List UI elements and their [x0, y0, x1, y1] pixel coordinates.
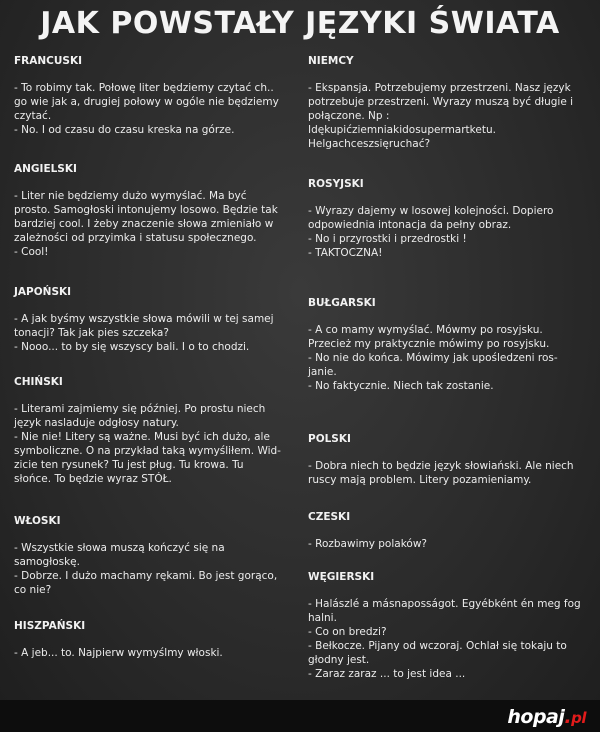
text-line: Przecież my praktycznie mówimy po rosyjsku. [308, 338, 550, 350]
section-text [308, 537, 590, 551]
text-line: - Liter nie będziemy dużo wymyślać. Ma być [14, 190, 247, 202]
section-czeski [308, 510, 590, 551]
section-title: FRANCUSKI [14, 55, 83, 67]
text-line: język nasladuje odgłosy natury. [14, 417, 179, 429]
text-line: potrzebuje przestrzeni. Wyrazy muszą być długie i [308, 96, 574, 108]
section-text [14, 81, 286, 137]
text-line: - Literami zajmiemy się później. Po prostu niech [14, 403, 266, 415]
text-line: - No i przyrostki i przedrostki ! [308, 233, 467, 245]
section-title: HISZPAŃSKI [14, 620, 86, 632]
section-text [308, 204, 590, 260]
section-title: ROSYJSKI [308, 178, 364, 190]
text-line: - Cool! [14, 246, 49, 258]
logo-main: hopaj [507, 706, 565, 728]
text-line: - Dobra niech to będzie język słowiański. Ale niech [308, 460, 574, 472]
section-wloski [14, 514, 286, 597]
section-polski [308, 432, 590, 487]
section-title: NIEMCY [308, 55, 354, 67]
section-title: JAPOŃSKI [14, 286, 72, 298]
section-text [14, 541, 286, 597]
section-title: WŁOSKI [14, 515, 61, 527]
text-line: - Rozbawimy polaków? [308, 538, 428, 550]
section-text [14, 189, 286, 259]
section-angielski [14, 162, 286, 259]
logo-tld: pl [571, 709, 586, 727]
text-line: - Nooo... to by się wszyscy bali. I o to chodzi. [14, 341, 250, 353]
text-line: ruscy mają problem. Litery pozamieniamy. [308, 474, 532, 486]
text-line: symboliczne. O na przykład taką wymyśliłem. Wid- [14, 445, 281, 457]
text-line: - Ekspansja. Potrzebujemy przestrzeni. Nasz język [308, 82, 571, 94]
text-line: prosto. Samogłoski intonujemy losowo. Będzie tak [14, 204, 278, 216]
text-line: - Dobrze. I dużo machamy rękami. Bo jest gorąco, [14, 570, 278, 582]
text-line: - Wszystkie słowa muszą kończyć się na [14, 542, 225, 554]
section-japonski [14, 285, 286, 354]
text-line: - A jeb... to. Najpierw wymyślmy włoski. [14, 647, 223, 659]
footer-bar [0, 700, 600, 732]
text-line: janie. [308, 366, 337, 378]
section-rosyjski [308, 177, 590, 260]
section-text [14, 646, 286, 660]
text-line: - No faktycznie. Niech tak zostanie. [308, 380, 494, 392]
page-title: JAK POWSTAŁY JĘZYKI ŚWIATA [40, 6, 560, 41]
section-title: BUŁGARSKI [308, 297, 376, 309]
text-line: - Bełkocze. Pijany od wczoraj. Ochlał się tokaju to [308, 640, 567, 652]
section-chinski [14, 375, 286, 486]
text-line: - Zaraz zaraz ... to jest idea ... [308, 668, 466, 680]
text-line: odpowiednia intonacja da pełny obraz. [308, 219, 512, 231]
text-line: - Nie nie! Litery są ważne. Musi być ich dużo, ale [14, 431, 270, 443]
hopaj-logo[interactable] [507, 706, 586, 728]
section-text [14, 402, 286, 486]
text-line: czytać. [14, 110, 52, 122]
text-line: Idękupićziemniakidosupermartketu. [308, 124, 496, 136]
text-line: - Co on bredzi? [308, 626, 387, 638]
section-title: CHIŃSKI [14, 376, 63, 388]
text-line: słońce. To będzie wyraz STÓŁ. [14, 473, 172, 485]
section-text [308, 323, 590, 393]
text-line: - Halászlé a másnaposságot. Egyébként én meg fog [308, 598, 581, 610]
text-line: samogłoskę. [14, 556, 80, 568]
text-line: zicie ten rysunek? Tu jest pług. Tu krowa. Tu [14, 459, 244, 471]
text-line: - To robimy tak. Połowę liter będziemy czytać ch.. [14, 82, 274, 94]
text-line: głodny jest. [308, 654, 370, 666]
text-line: - A co mamy wymyślać. Mówmy po rosyjsku. [308, 324, 543, 336]
text-line: bardziej cool. I żeby znaczenie słowa zmieniało w [14, 218, 274, 230]
text-line: - No. I od czasu do czasu kreska na górze. [14, 124, 235, 136]
text-line: zależności od przyimka i statusu społecznego. [14, 232, 257, 244]
section-hiszpanski [14, 619, 286, 660]
section-title: POLSKI [308, 433, 351, 445]
text-line: połączone. Np : [308, 110, 390, 122]
logo-dot: . [564, 706, 572, 728]
section-title: ANGIELSKI [14, 163, 77, 175]
section-wegierski [308, 570, 590, 681]
section-bulgarski [308, 296, 590, 393]
text-line: go wie jak a, drugiej połowy w ogóle nie będziemy [14, 96, 279, 108]
text-line: - TAKTOCZNA! [308, 247, 383, 259]
section-title: CZESKI [308, 511, 351, 523]
text-line: co nie? [14, 584, 52, 596]
section-text [14, 312, 286, 354]
text-line: - A jak byśmy wszystkie słowa mówili w tej samej [14, 313, 274, 325]
section-title: WĘGIERSKI [308, 571, 375, 583]
text-line: - No nie do końca. Mówimy jak upośledzeni ros- [308, 352, 558, 364]
text-line: halni. [308, 612, 337, 624]
text-line: tonacji? Tak jak pies szczeka? [14, 327, 169, 339]
section-niemcy [308, 54, 590, 151]
text-line: - Wyrazy dajemy w losowej kolejności. Dopiero [308, 205, 554, 217]
section-text [308, 597, 590, 681]
section-francuski [14, 54, 286, 137]
section-text [308, 81, 590, 151]
text-line: Helgachceszsięruchać? [308, 138, 431, 150]
section-text [308, 459, 590, 487]
